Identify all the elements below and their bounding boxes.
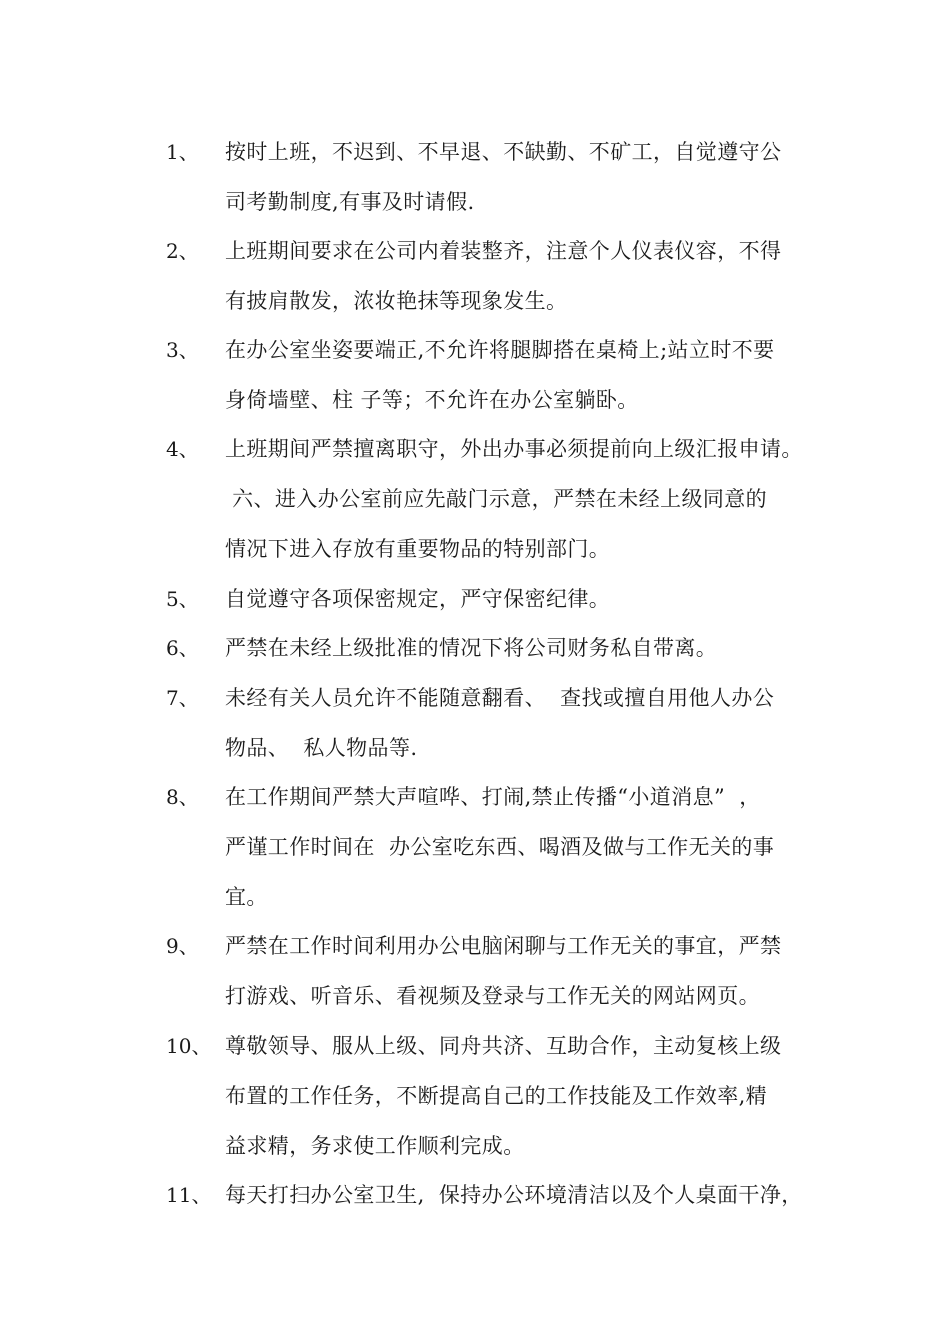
- item-text-line: 布置的工作任务，不断提高自己的工作技能及工作效率,精: [225, 1084, 768, 1108]
- item-number: 6、: [166, 636, 199, 660]
- item-text-line: 严禁在未经上级批准的情况下将公司财务私自带离。: [225, 636, 718, 660]
- item-text-line: 益求精，务求使工作顺利完成。: [225, 1134, 525, 1158]
- item-number: 8、: [166, 785, 199, 809]
- item-text-line: 司考勤制度,有事及时请假.: [225, 190, 475, 214]
- item-number: 4、: [166, 437, 199, 461]
- item-text-line: 上班期间要求在公司内着装整齐，注意个人仪表仪容，不得: [225, 239, 782, 263]
- item-number: 9、: [166, 934, 199, 958]
- item-text-line: 在办公室坐姿要端正,不允许将腿脚搭在桌椅上;站立时不要: [225, 338, 775, 362]
- item-text-line: 自觉遵守各项保密规定，严守保密纪律。: [225, 587, 611, 611]
- item-text-line: 尊敬领导、服从上级、同舟共济、互助合作，主动复核上级: [225, 1034, 782, 1058]
- item-text-line: 情况下进入存放有重要物品的特别部门。: [225, 537, 611, 561]
- item-text-line: 六、进入办公室前应先敲门示意，严禁在未经上级同意的: [225, 487, 768, 511]
- item-text-line: 身倚墙壁、柱 子等；不允许在办公室躺卧。: [225, 388, 639, 412]
- item-number: 1、: [166, 140, 199, 164]
- item-text-line: 宜。: [225, 885, 268, 909]
- item-text-line: 在工作期间严禁大声喧哗、打闹,禁止传播“小道消息” ，: [225, 785, 761, 809]
- item-text-line: 严禁在工作时间利用办公电脑闲聊与工作无关的事宜，严禁: [225, 934, 782, 958]
- item-text-line: 有披肩散发，浓妆艳抹等现象发生。: [225, 289, 568, 313]
- item-number: 10、: [166, 1034, 212, 1058]
- item-text-line: 打游戏、听音乐、看视频及登录与工作无关的网站网页。: [225, 984, 760, 1008]
- item-number: 7、: [166, 686, 199, 710]
- item-text-line: 严谨工作时间在 办公室吃东西、喝酒及做与工作无关的事: [225, 835, 775, 859]
- item-number: 11、: [166, 1183, 212, 1207]
- item-text-line: 每天打扫办公室卫生, 保持办公环境清洁以及个人桌面干净，: [225, 1183, 803, 1207]
- item-number: 3、: [166, 338, 199, 362]
- item-text-line: 上班期间严禁擅离职守，外出办事必须提前向上级汇报申请。: [225, 437, 803, 461]
- item-text-line: 按时上班，不迟到、不早退、不缺勤、不矿工，自觉遵守公: [225, 140, 782, 164]
- item-number: 5、: [166, 587, 199, 611]
- item-text-line: 物品、 私人物品等.: [225, 736, 418, 760]
- item-text-line: 未经有关人员允许不能随意翻看、 查找或擅自用他人办公: [225, 686, 775, 710]
- item-number: 2、: [166, 239, 199, 263]
